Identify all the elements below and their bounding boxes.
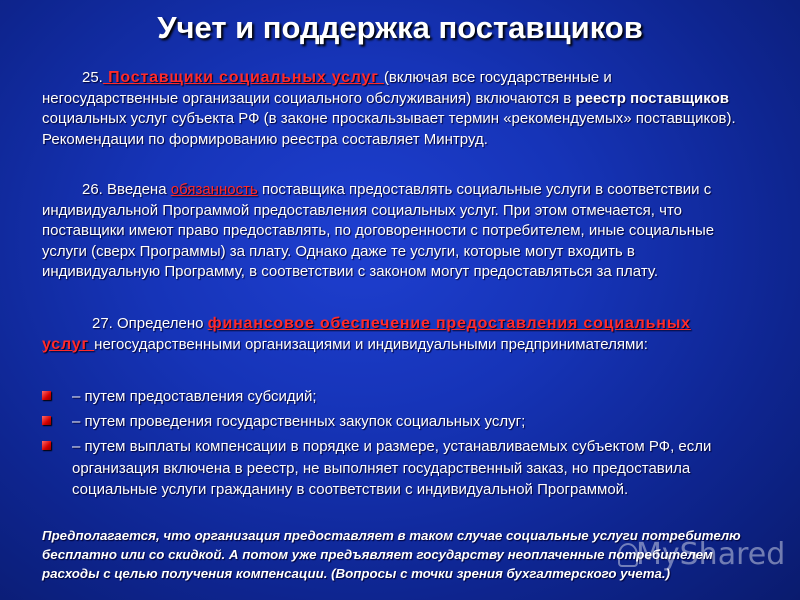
link-obligation[interactable]: обязанность: [170, 181, 258, 198]
slide-title: Учет и поддержка поставщиков: [157, 10, 643, 45]
footnote: Предполагается, что организация предоставляет в таком случае социальные услуги потребителю бесплатно или со скидкой. А потом уже предъявляет государству неоплаченные потребителем расходы с целью получения компенсации. (Вопросы с точки зрения бухгалтерского учета.): [42, 528, 741, 581]
watermark-text: MyShared: [636, 537, 786, 572]
bullet-square-icon: [42, 416, 51, 425]
watermark: [636, 537, 785, 572]
paragraph-27: [42, 314, 737, 355]
bullet-square-icon: [42, 441, 51, 450]
paragraph-26: [42, 180, 737, 283]
list-item-text: – путем проведения государственных закупок социальных услуг;: [72, 413, 526, 430]
list-item-text: – путем выплаты компенсации в порядке и размере, устанавливаемых субъектом РФ, если организация включена в реестр, не выполняет государственный заказ, но предоставила социальные услуги гражданину в соответствии с индивидуальной Программой.: [72, 438, 712, 498]
link-financial-support[interactable]: финансовое обеспечение предоставления социальных услуг: [42, 315, 691, 353]
watermark-logo-icon: [618, 543, 638, 567]
paragraph-27-text: негосударственными организациями и индивидуальными предпринимателями:: [94, 335, 648, 353]
link-social-service-providers[interactable]: Поставщики социальных услуг: [102, 69, 384, 86]
paragraph-25-text-2: социальных услуг субъекта РФ (в законе проскальзывает термин «рекомендуемых» поставщиков). Рекомендации по формированию реестра составляет Минтруд.: [42, 110, 736, 148]
paragraph-26-text: поставщика предоставлять социальные услуги в соответствии с индивидуальной Программой предоставления социальных услуг. При этом отмечается, что поставщики имеют право предоставлять, по договоренности с потребителем, иные социальные услуги (сверх Программы) за плату. Однако даже те услуги, которые могут входить в индивидуальную Программу, в соответствии с законом могут предоставляться за плату.: [42, 181, 715, 280]
paragraph-27-number: 27. Определено: [92, 315, 208, 332]
paragraph-25: [42, 68, 737, 150]
registry-term: реестр поставщиков: [575, 89, 729, 107]
paragraph-25-number: 25.: [82, 69, 103, 86]
list-item-text: – путем предоставления субсидий;: [72, 388, 317, 405]
bullet-square-icon: [42, 391, 51, 400]
paragraph-25-text-1: (включая все государственные и негосударственные организации социального обслуживания) включаются в: [42, 69, 612, 107]
paragraph-26-number: 26. Введена: [82, 181, 171, 198]
